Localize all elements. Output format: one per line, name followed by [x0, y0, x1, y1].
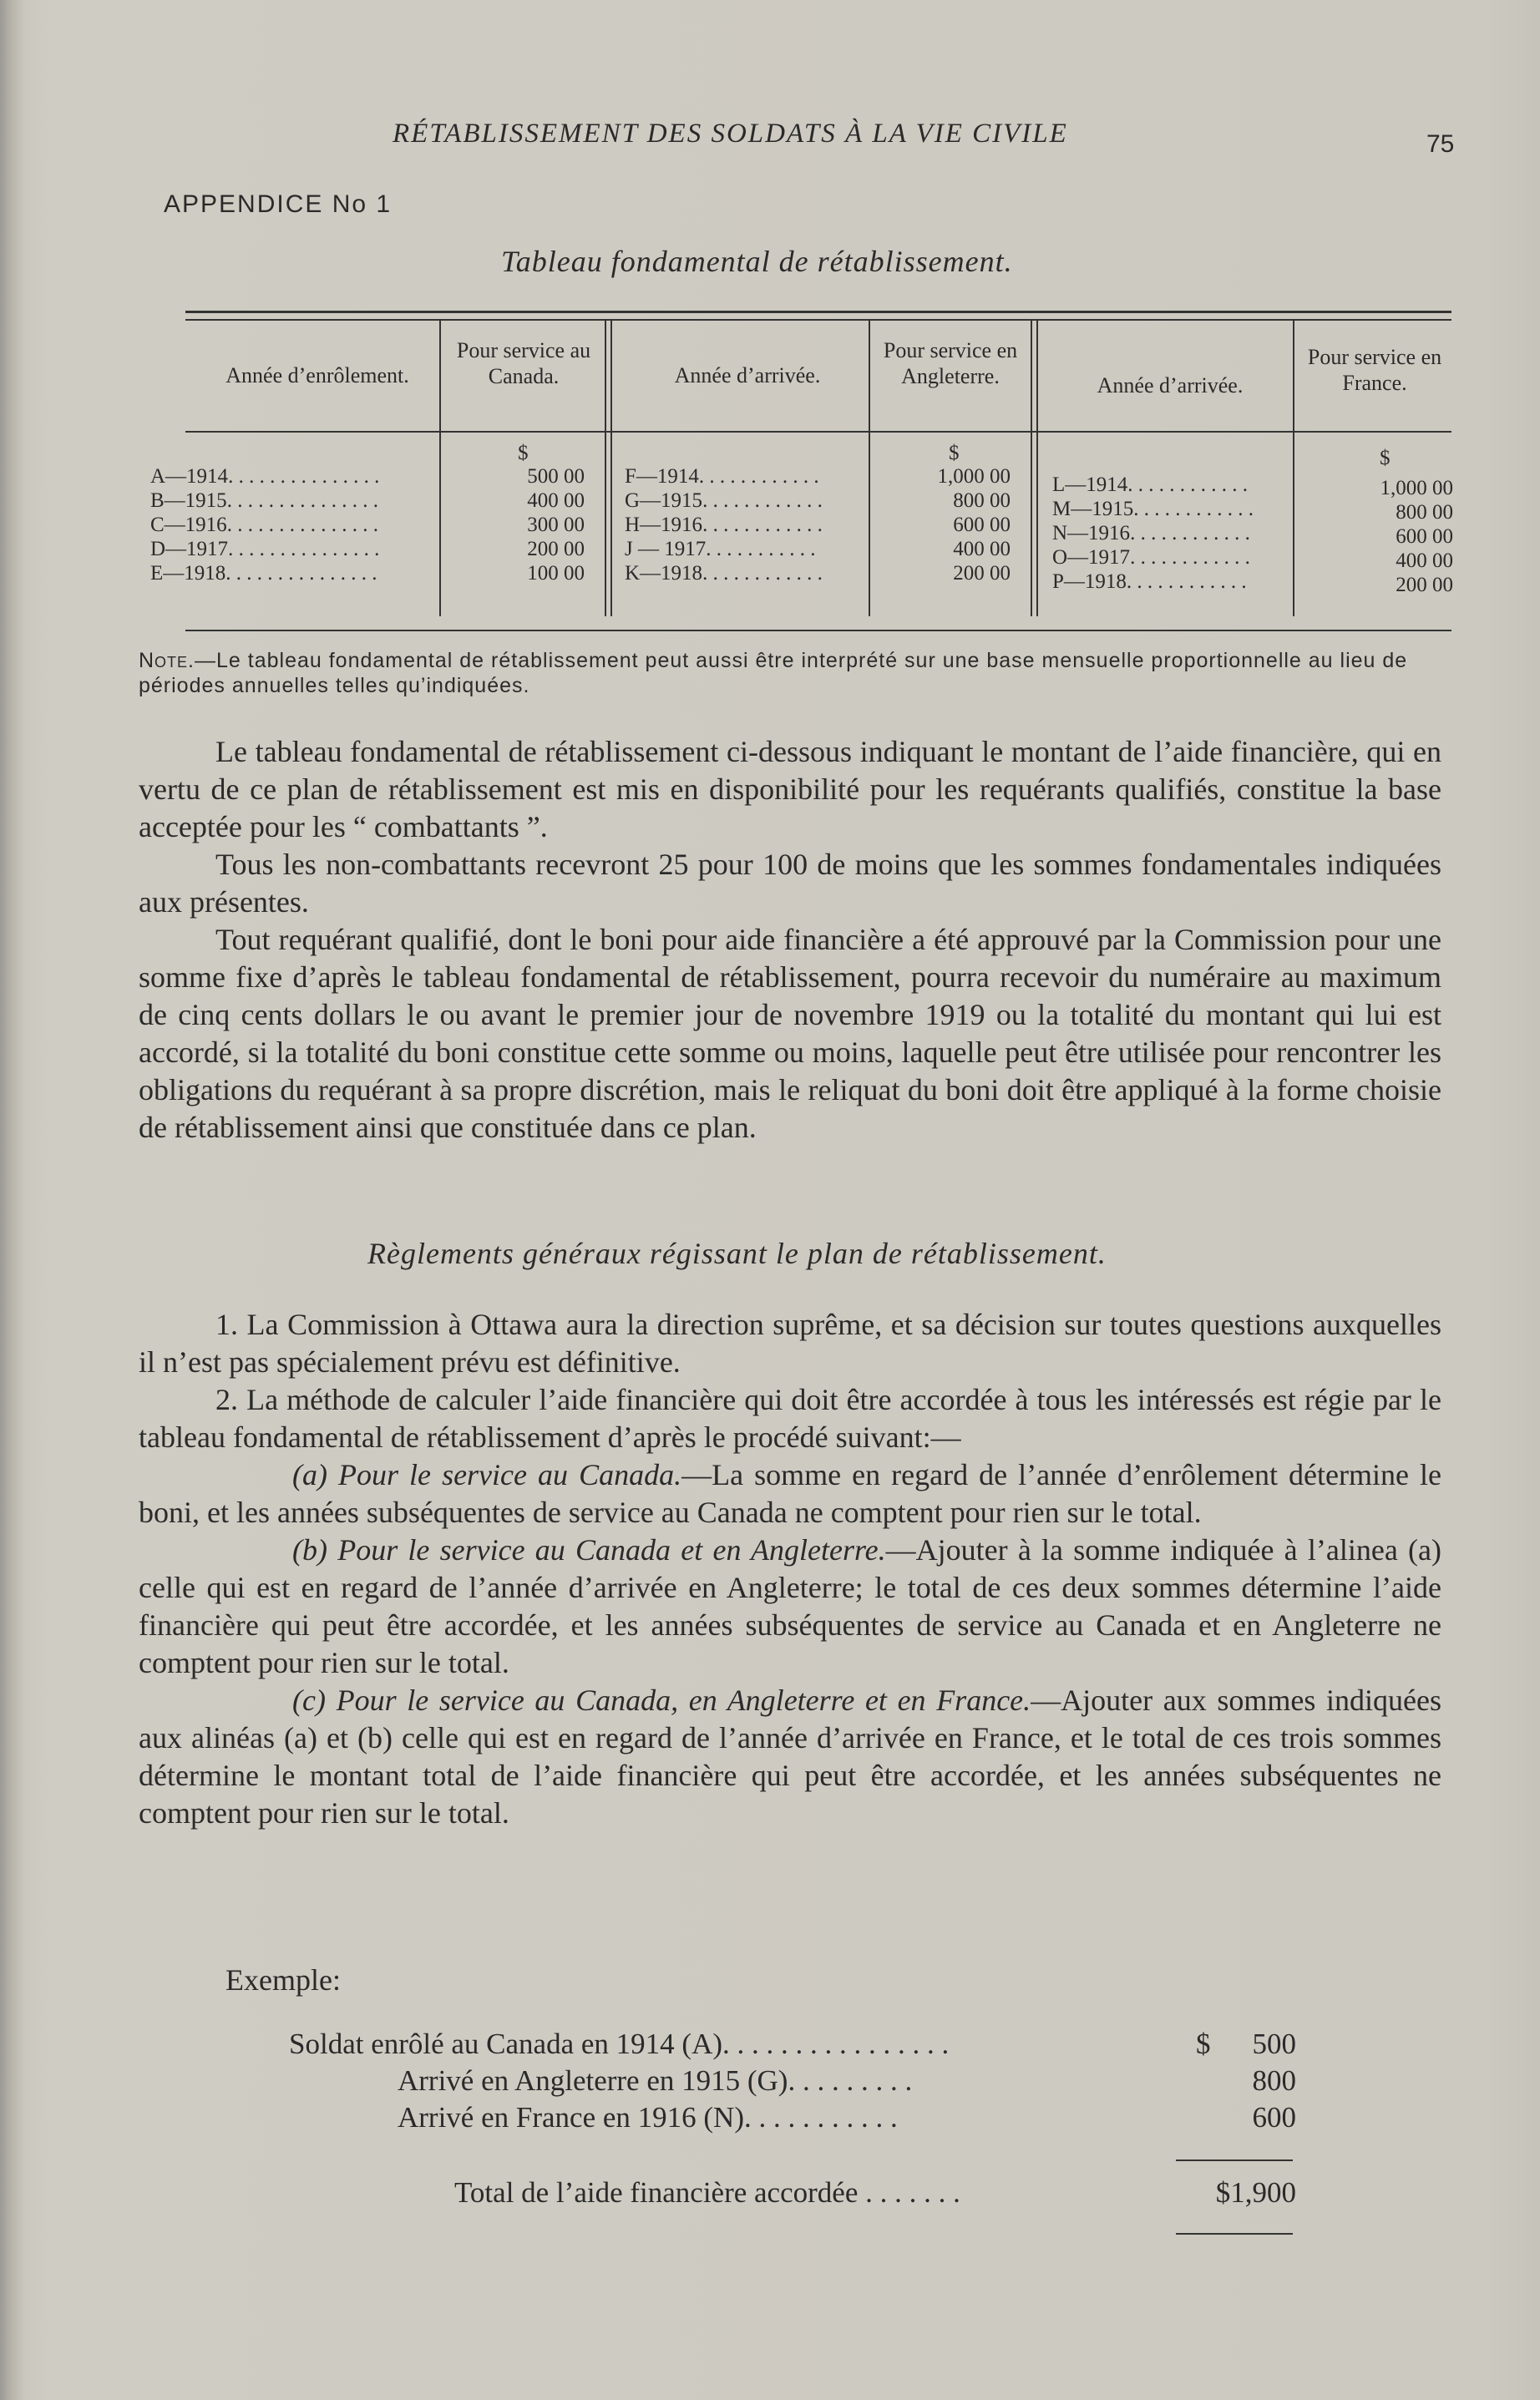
regulations-text: [139, 1306, 1441, 1832]
table-row-label: H—1916. . . . . . . . . . . .: [625, 514, 823, 536]
table-vline: [610, 321, 612, 616]
example-total-amount: $1,900: [1215, 2176, 1296, 2209]
body-text: [139, 733, 1441, 1147]
regulation-item: 2. La méthode de calculer l’aide financière qui doit être accordée à tous les intéressés est régie par le tableau fondamental de rétablissement d’après le procédé suivant:—: [139, 1383, 1441, 1454]
column-header-england-service: Pour service en Angleterre.: [883, 338, 1018, 388]
table-row-amount: 600 00: [953, 514, 1011, 536]
example-amount: 800: [1252, 2064, 1296, 2097]
table-row-amount: 600 00: [1396, 525, 1453, 548]
currency-symbol: $: [1380, 447, 1391, 469]
column-header-arrival-year-england: Année d’arrivée.: [674, 363, 821, 387]
table-row-amount: 400 00: [1396, 549, 1453, 572]
table-vline: [869, 321, 870, 616]
table-row-amount: 400 00: [527, 489, 585, 512]
table-vline: [605, 321, 606, 616]
table-title: Tableau fondamental de rétablissement.: [501, 245, 1013, 278]
table-row-label: J — 1917. . . . . . . . . . .: [625, 538, 816, 560]
table-vline: [1031, 321, 1032, 616]
table-top-rule: [185, 311, 1451, 313]
column-header-france-service: Pour service en France.: [1307, 345, 1442, 395]
table-row-label: B—1915. . . . . . . . . . . . . . .: [150, 489, 378, 512]
running-head: RÉTABLISSEMENT DES SOLDATS À LA VIE CIVILE: [393, 119, 1068, 149]
table-row-label: A—1914. . . . . . . . . . . . . . .: [150, 465, 380, 488]
total-rule: [1176, 2233, 1293, 2235]
table-top-rule-2: [185, 319, 1451, 321]
table-row-amount: 800 00: [1396, 501, 1453, 524]
table-row-label: P—1918. . . . . . . . . . . .: [1052, 570, 1247, 593]
table-vline: [439, 321, 441, 616]
regulation-subitem-a: (a) Pour le service au Canada.—La somme en regard de l’année d’enrôlement détermine le boni, et les années subséquentes de service au Canada ne comptent pour rien sur le total.: [139, 1458, 1441, 1529]
table-header-rule: [185, 431, 1451, 433]
section-title: Règlements généraux régissant le plan de rétablissement.: [367, 1237, 1107, 1270]
example-amount: 600: [1252, 2101, 1296, 2134]
example-label: Exemple:: [225, 1963, 341, 1997]
sum-rule: [1176, 2159, 1293, 2161]
column-header-arrival-year-france: Année d’arrivée.: [1097, 373, 1244, 397]
paragraph: Tous les non-combattants recevront 25 pour 100 de moins que les sommes fondamentales indiquées aux présentes.: [139, 848, 1441, 919]
example-line: Arrivé en Angleterre en 1915 (G). . . . . . . . .: [398, 2064, 913, 2097]
table-bottom-rule: [185, 630, 1451, 631]
table-row-amount: 300 00: [527, 514, 585, 536]
page-number: 75: [1426, 130, 1455, 158]
table-row-amount: 200 00: [527, 538, 585, 560]
table-row-label: O—1917. . . . . . . . . . . .: [1052, 546, 1250, 569]
currency-symbol: $: [518, 442, 529, 464]
paragraph: Le tableau fondamental de rétablissement ci-dessous indiquant le montant de l’aide financière, qui en vertu de ce plan de rétablissement est mis en disponibilité pour les requérants qualifiés, constitue la base acceptée pour les “ combattants ”.: [139, 735, 1441, 843]
table-note: Note.—Le tableau fondamental de rétablissement peut aussi être interprété sur une base mensuelle proportionnelle au lieu de périodes annuelles telles qu’indiquées.: [139, 649, 1408, 697]
table-row-amount: 800 00: [953, 489, 1011, 512]
table-row-label: K—1918. . . . . . . . . . . .: [625, 562, 823, 585]
table-row-label: L—1914. . . . . . . . . . . .: [1052, 473, 1249, 496]
table-row-label: G—1915. . . . . . . . . . . .: [625, 489, 823, 512]
regulation-subitem-c: (c) Pour le service au Canada, en Angleterre et en France.—Ajouter aux sommes indiquées aux alinéas (a) et (b) celle qui est en regard de l’année d’arrivée en France, et le total de ces trois sommes détermine le montant total de l’aide financière qui peut être accordée, et les années subséquentes ne comptent pour rien sur le total.: [139, 1684, 1441, 1830]
column-header-enrolment-year: Année d’enrôlement.: [225, 363, 409, 387]
example-currency: $: [1196, 2028, 1211, 2060]
table-row-amount: 200 00: [953, 562, 1011, 585]
example-line: Soldat enrôlé au Canada en 1914 (A). . . . . . . . . . . . . . . .: [289, 2028, 950, 2060]
table-row-amount: 400 00: [953, 538, 1011, 560]
example-total-label: Total de l’aide financière accordée . . . . . . .: [454, 2176, 960, 2209]
table-row-amount: 500 00: [527, 465, 585, 488]
table-row-label: M—1915. . . . . . . . . . . .: [1052, 498, 1254, 520]
appendix-label: APPENDICE No 1: [164, 190, 393, 218]
table-row-amount: 100 00: [527, 562, 585, 585]
example-amount: 500: [1252, 2028, 1296, 2060]
table-row-label: C—1916. . . . . . . . . . . . . . .: [150, 514, 378, 536]
regulation-subitem-b: (b) Pour le service au Canada et en Angleterre.—Ajouter à la somme indiquée à l’alinea (a) celle qui est en regard de l’année d’arrivée en Angleterre; le total de ces deux sommes détermine l’aide financière qui peut être accordée, et les années subséquentes de service au Canada et en Angleterre ne comptent pour rien sur le total.: [139, 1533, 1441, 1679]
example-line: Arrivé en France en 1916 (N). . . . . . . . . . .: [398, 2101, 898, 2134]
table-row-label: N—1916. . . . . . . . . . . .: [1052, 522, 1250, 544]
table-vline: [1036, 321, 1038, 616]
table-row-amount: 1,000 00: [937, 465, 1011, 488]
table-vline: [1293, 321, 1294, 616]
table-row-label: E—1918. . . . . . . . . . . . . . .: [150, 562, 377, 585]
table-row-amount: 200 00: [1396, 574, 1453, 596]
currency-symbol: $: [949, 442, 960, 464]
paragraph: Tout requérant qualifié, dont le boni pour aide financière a été approuvé par la Commission pour une somme fixe d’après le tableau fondamental de rétablissement, pourra recevoir du numéraire au maximum de cinq cents dollars le ou avant le premier jour de novembre 1919 ou la totalité du montant qui lui est accordé, si la totalité du boni constitue cette somme ou moins, laquelle peut être utilisée pour rencontrer les obligations du requérant à sa propre discrétion, mais le reliquat du boni doit être appliqué à la forme choisie de rétablissement ainsi que constituée dans ce plan.: [139, 923, 1441, 1144]
table-row-label: F—1914. . . . . . . . . . . .: [625, 465, 819, 488]
column-header-canada-service: Pour service au Canada.: [456, 338, 591, 388]
table-row-label: D—1917. . . . . . . . . . . . . . .: [150, 538, 380, 560]
table-row-amount: 1,000 00: [1380, 477, 1453, 499]
regulation-item: 1. La Commission à Ottawa aura la direction suprême, et sa décision sur toutes questions auxquelles il n’est pas spécialement prévu est définitive.: [139, 1308, 1441, 1379]
